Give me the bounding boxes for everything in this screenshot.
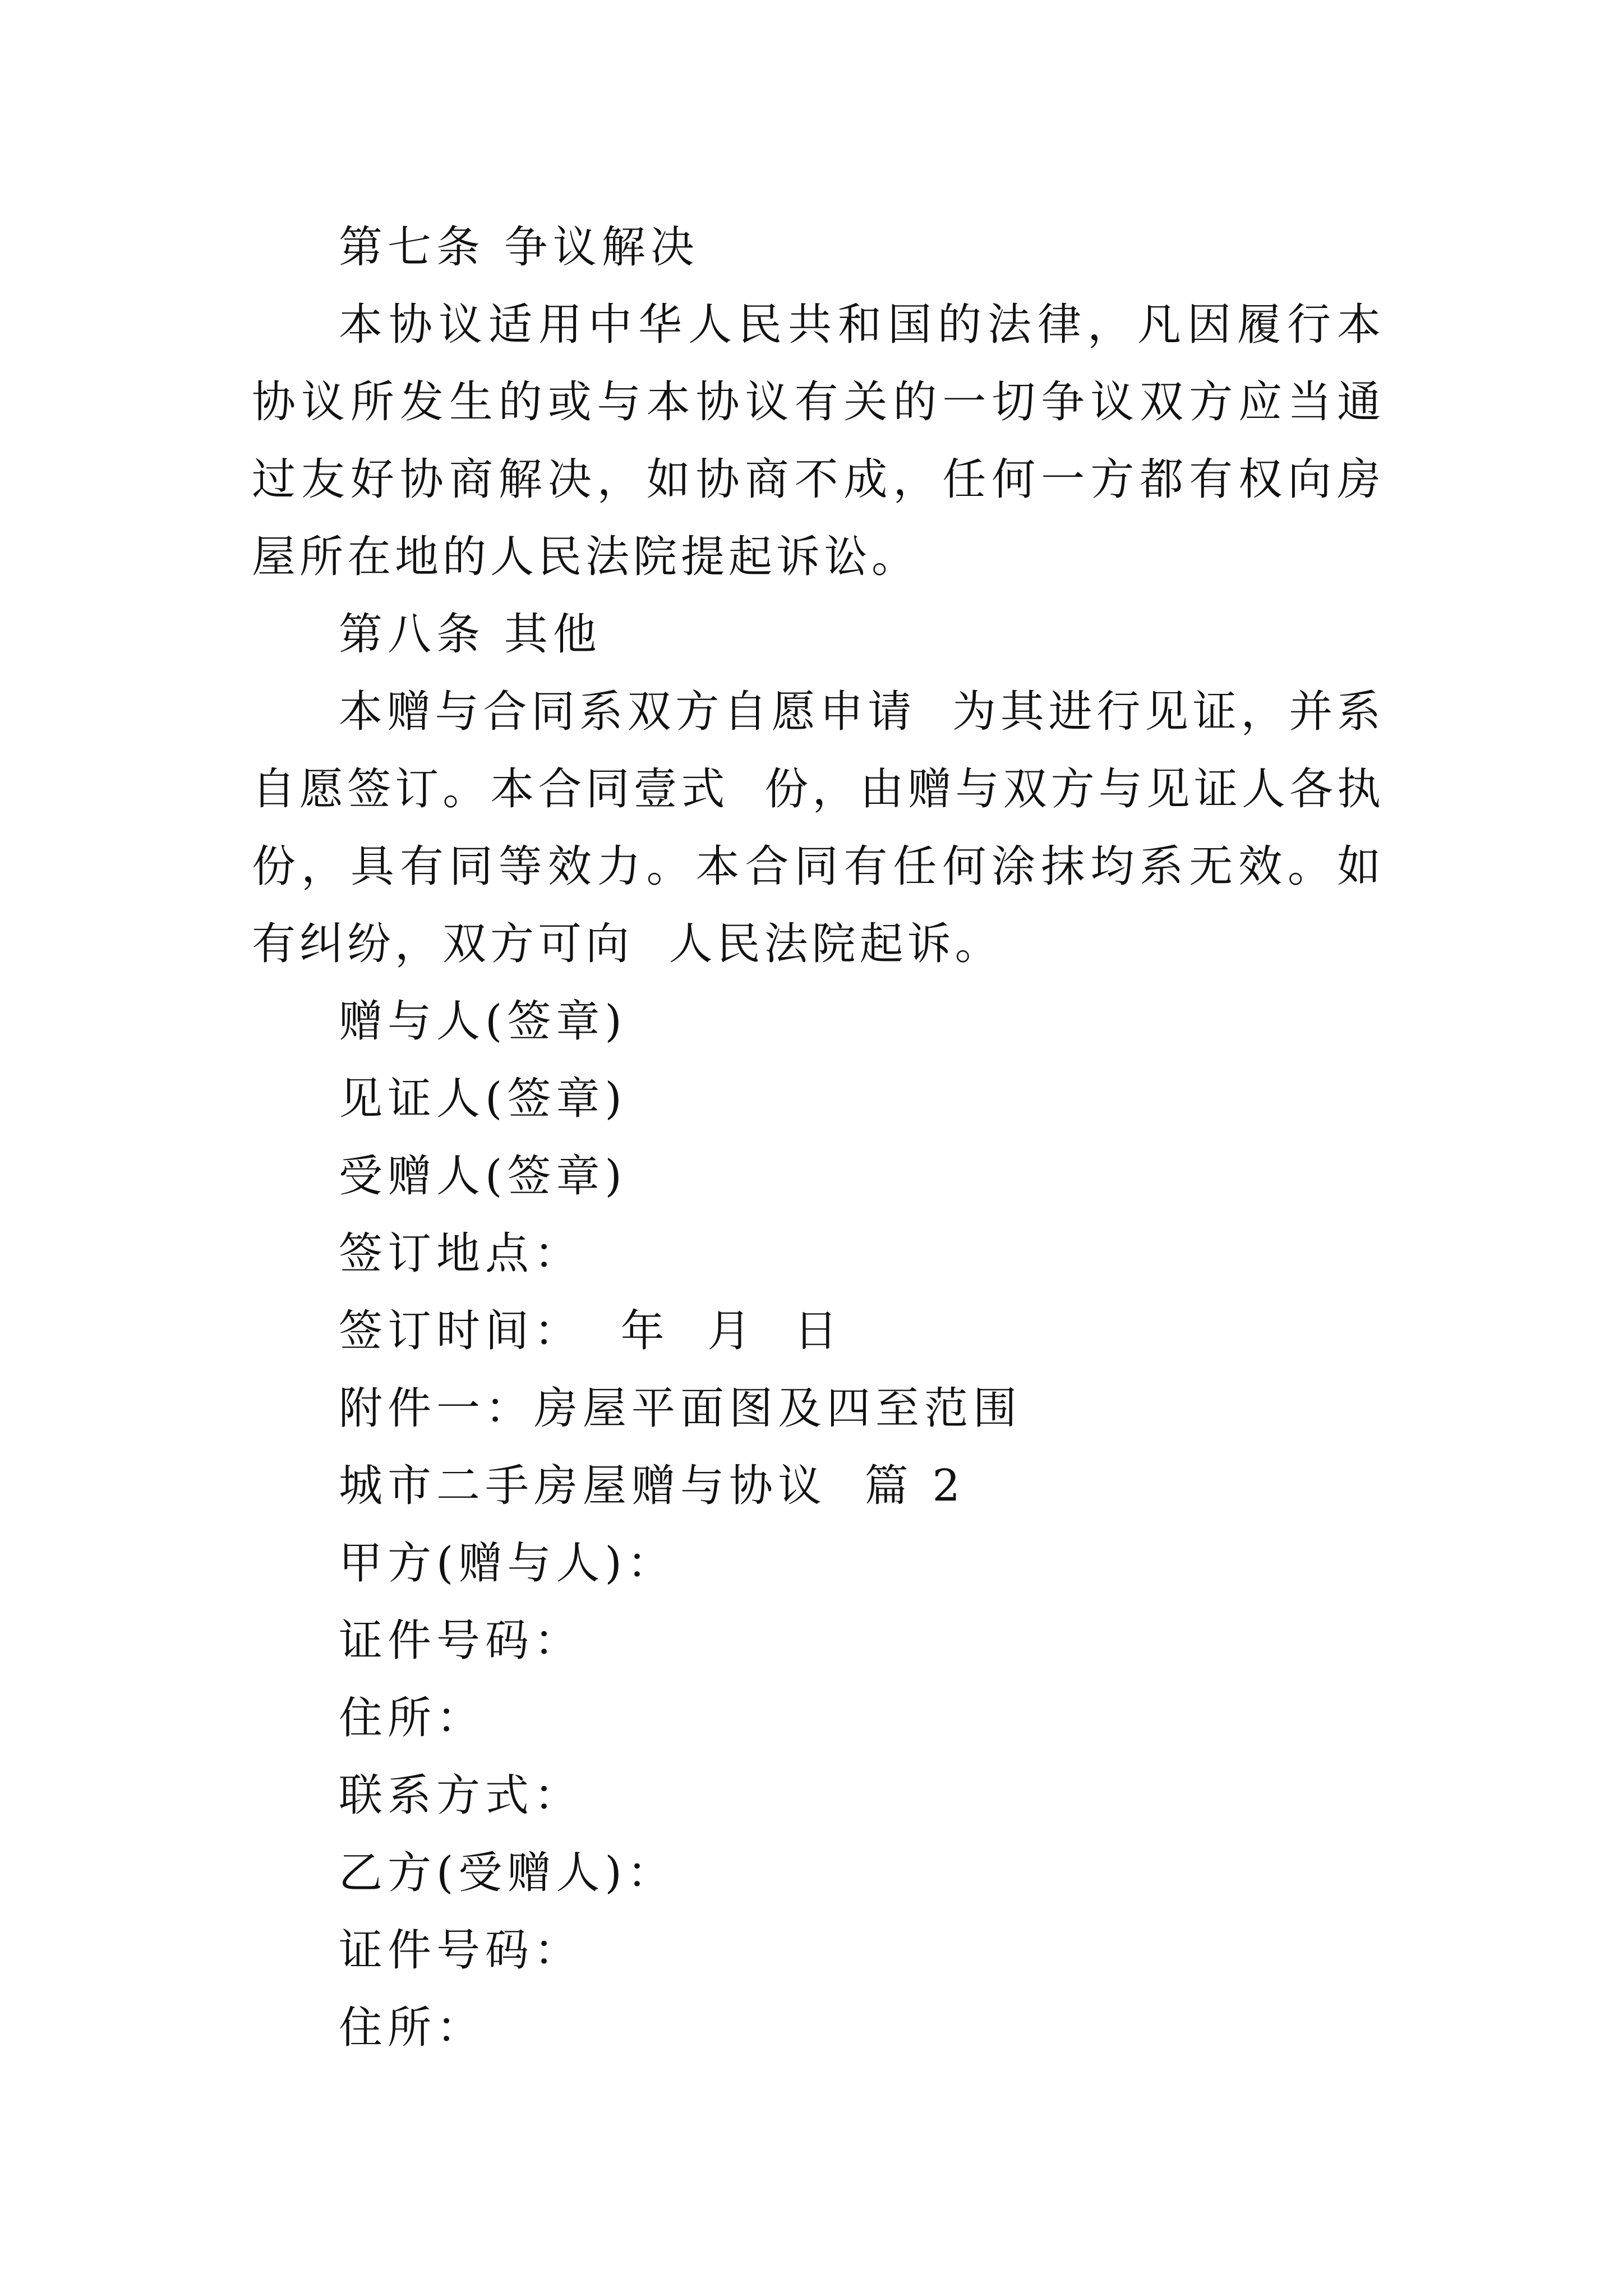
party-b-address-line: 住所：: [339, 2003, 486, 2053]
article7-heading: 第七条 争议解决: [339, 222, 699, 273]
donee-signature-line: 受赠人(签章): [339, 1151, 627, 1202]
party-a-line: 甲方(赠与人)：: [339, 1538, 676, 1589]
second-agreement-title: 城市二手房屋赠与协议 篇 2: [339, 1461, 966, 1511]
party-b-line: 乙方(受赠人)：: [339, 1848, 676, 1898]
party-a-address-line: 住所：: [339, 1693, 486, 1743]
witness-signature-line: 见证人(签章): [339, 1074, 627, 1124]
party-b-id-line: 证件号码：: [339, 1925, 583, 1976]
article8-heading: 第八条 其他: [339, 609, 602, 660]
attachment-line: 附件一：房屋平面图及四至范围: [339, 1383, 1022, 1434]
party-a-id-line: 证件号码：: [339, 1616, 583, 1666]
article8-body: 本赠与合同系双方自愿申请 为其进行见证，并系自愿签订。本合同壹式 份，由赠与双方与见证人各执 份，具有同等效力。本合同有任何涂抹均系无效。如有纠纷，双方可向 人民法院起诉。: [252, 687, 1421, 969]
article7-body: 本协议适用中华人民共和国的法律，凡因履行本协议所发生的或与本协议有关的一切争议双方应当通过友好协商解决，如协商不成，任何一方都有权向房屋所在地的人民法院提起诉讼。: [252, 300, 1385, 582]
document-content: [252, 209, 1421, 2067]
signing-time-line: 签订时间： 年 月 日: [339, 1306, 843, 1356]
signing-place-line: 签订地点：: [339, 1228, 583, 1279]
party-a-contact-line: 联系方式：: [339, 1770, 583, 1821]
donor-signature-line: 赠与人(签章): [339, 996, 627, 1047]
